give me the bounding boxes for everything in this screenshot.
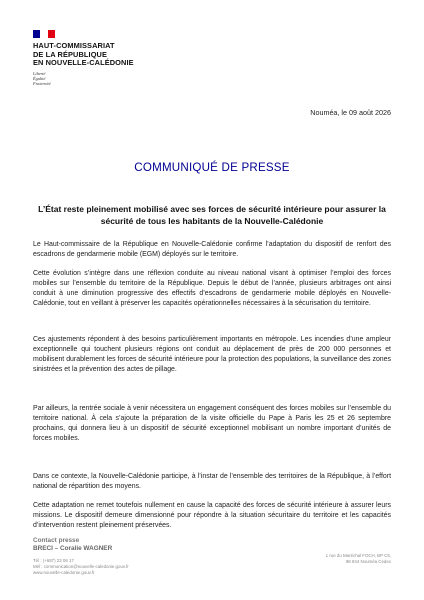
motto (33, 71, 173, 86)
press-contact-name: BRECI – Coralie WAGNER (33, 545, 113, 552)
press-contact-details (33, 558, 129, 576)
institution-name-line-1: HAUT-COMMISSARIAT (33, 41, 115, 50)
paragraph-4: Par ailleurs, la rentrée sociale à venir nécessitera un engagement conséquent des forces mobiles sur l’ensemble du territoire national. À cela s’ajoute la préparation de la visite officielle du Pape à Paris les 25 et 26 septembre prochains, qui donnera lieu à un dispositif de sécurité exceptionnel mobilisant un nombre important d’unités de forces mobiles. (33, 405, 391, 443)
paragraph-1: Le Haut-commissaire de la République en Nouvelle-Calédonie confirme l’adaptation du dispositif de renfort des escadrons de gendarmerie mobile (EGM) déployés sur le territoire. (33, 241, 391, 259)
motto-fraternite: Fraternité (33, 80, 51, 86)
flag-blue-band (33, 30, 40, 38)
press-contact-label: Contact presse (33, 537, 80, 544)
paragraph-5: Dans ce contexte, la Nouvelle-Calédonie participe, à l’instar de l’ensemble des territoires de la République, à l’effort national de répartition des moyens. (33, 473, 391, 491)
headline: L’État reste pleinement mobilisé avec ses forces de sécurité intérieure pour assurer la sécurité de tous les habitants de la Nouvelle-Calédonie (38, 204, 386, 227)
press-contact (33, 537, 112, 553)
institution-logo-block (33, 30, 173, 86)
paragraph-2: Cette évolution s’intègre dans une réflexion conduite au niveau national visant à optimiser l’emploi des forces mobiles sur l’ensemble du territoire de la République. Depuis le début de l’année, plusieurs arbitrages ont ainsi conduit à une diminution progressive des effectifs d’escadrons de gendarmerie mobile déployés en Nouvelle-Calédonie, tout en veillant à préserver les capacités opérationnelles nécessaires à la sécurisation du territoire. (33, 270, 391, 308)
address-line-1: 1 rue du Maréchal FOCH, BP C5, (325, 553, 391, 558)
motto-liberte: Liberté (33, 70, 46, 76)
contact-email[interactable]: Mél : communication@nouvelle-caledonie.gouv.fr (33, 564, 129, 569)
address-line-2: 98 844 Nouméa Cedex (345, 559, 391, 564)
flag-white-band (40, 30, 47, 38)
date-line: Nouméa, le 09 août 2026 (310, 108, 391, 117)
institution-name-line-2: DE LA RÉPUBLIQUE (33, 49, 108, 59)
postal-address (326, 553, 391, 565)
paragraph-6: Cette adaptation ne remet toutefois nullement en cause la capacité des forces de sécurité intérieure à assurer leurs missions. Le dispositif demeure dimensionné pour répondre à la situation sécuritaire du territoire et les capacités d’intervention restent pleinement préservées. (33, 502, 391, 530)
flag-red-band (48, 30, 55, 38)
paragraph-3: Ces ajustements répondent à des besoins particulièrement importants en métropole. Les incendies d’une ampleur exceptionnelle qui touchent plusieurs régions ont conduit au déplacement de près de 200 000 personnes et mobilisent durablement les forces de sécurité intérieure pour la protection des populations, la surveillance des zones sinistrées et la prévention des actes de pillage. (33, 336, 391, 374)
contact-phone: Tél : (+687) 23 06 17 (33, 558, 74, 563)
motto-egalite: Égalité (33, 75, 46, 81)
contact-website[interactable]: www.nouvelle-caledonie.gouv.fr (33, 570, 95, 575)
document-title: COMMUNIQUÉ DE PRESSE (134, 161, 290, 174)
institution-name-line-3: EN NOUVELLE-CALÉDONIE (33, 58, 134, 68)
french-flag-icon (33, 30, 55, 38)
